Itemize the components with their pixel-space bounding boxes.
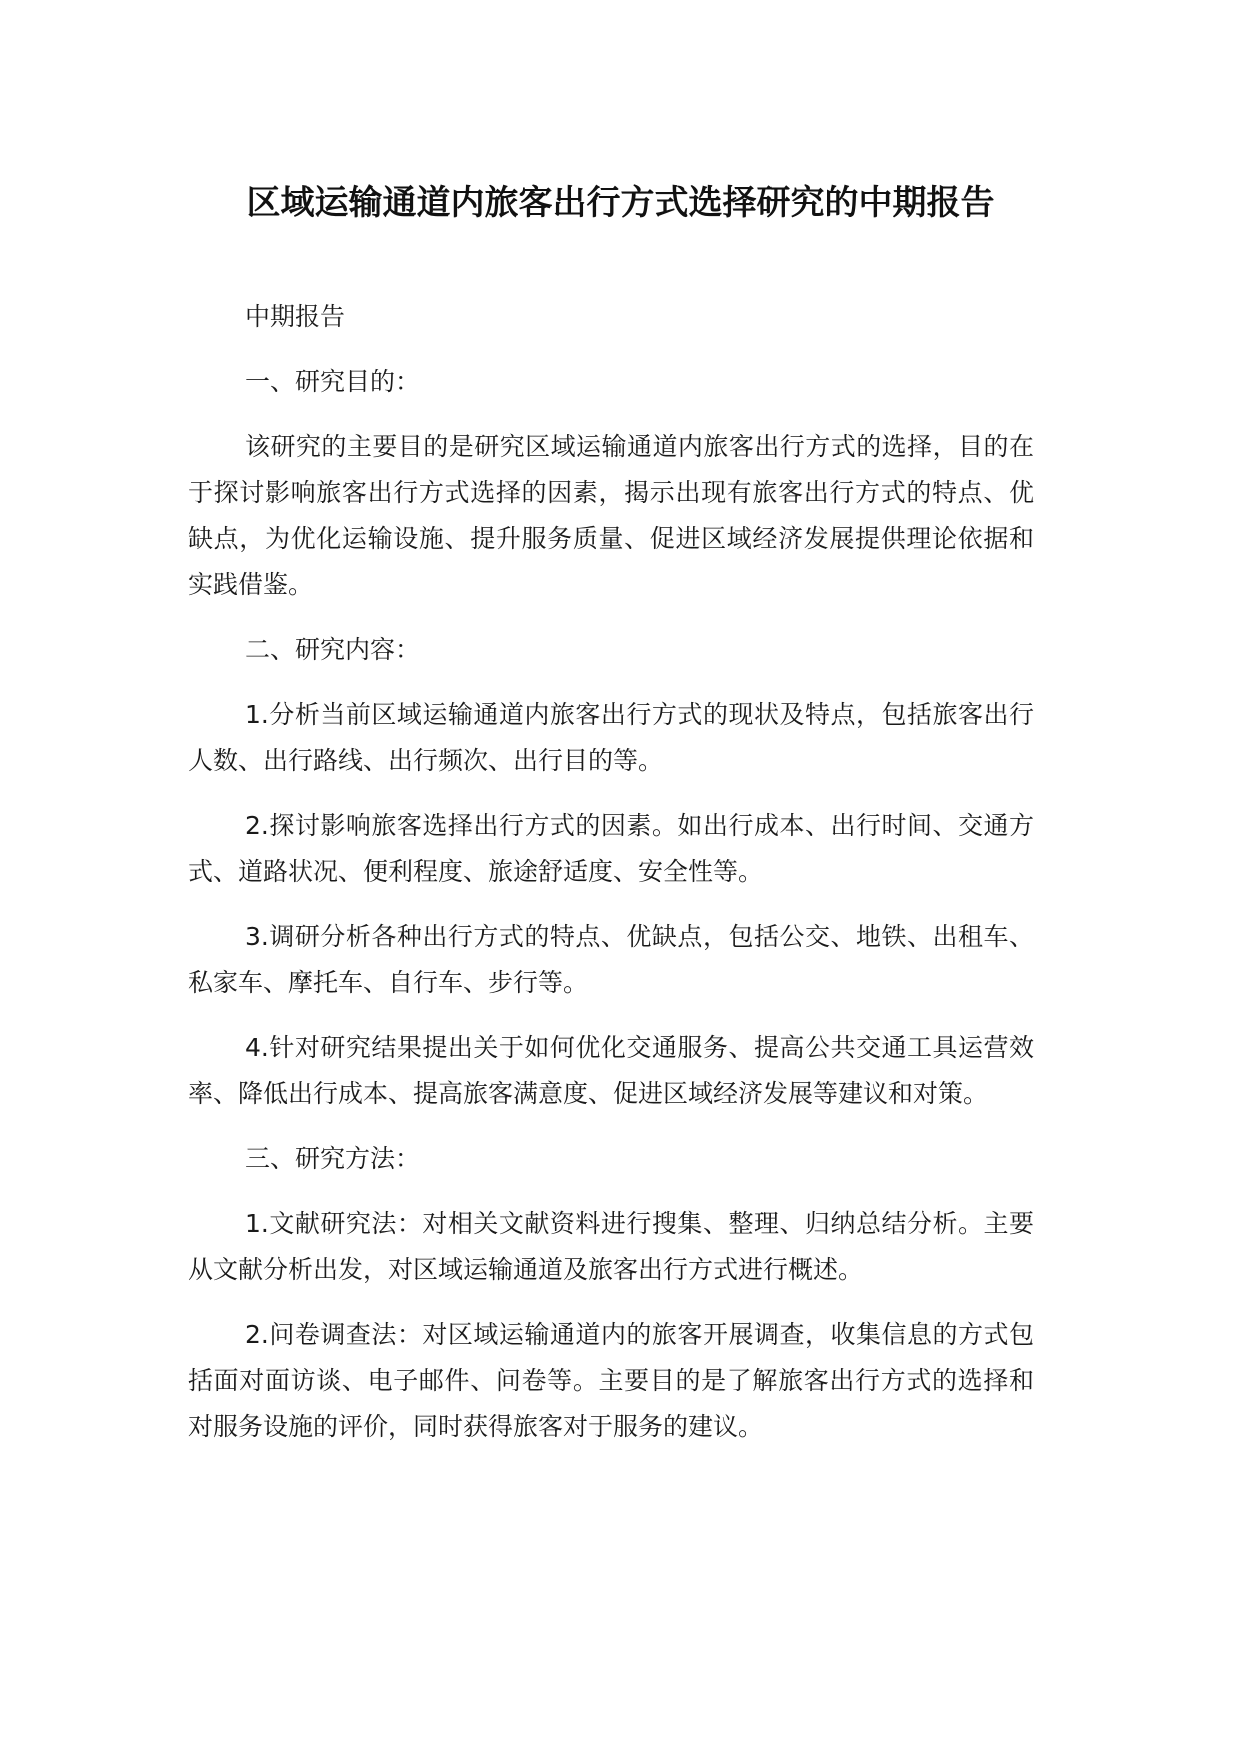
paragraph-content-item-3: 3.调研分析各种出行方式的特点、优缺点，包括公交、地铁、出租车、私家车、摩托车、自行车、步行等。 — [188, 922, 1034, 997]
paragraph-method-1: 1.文献研究法：对相关文献资料进行搜集、整理、归纳总结分析。主要从文献分析出发，对区域运输通道及旅客出行方式进行概述。 — [188, 1209, 1034, 1284]
paragraph-content-item-2: 2.探讨影响旅客选择出行方式的因素。如出行成本、出行时间、交通方式、道路状况、便利程度、旅途舒适度、安全性等。 — [188, 811, 1034, 886]
paragraph-report-label: 中期报告 — [245, 302, 346, 331]
heading-research-purpose: 一、研究目的： — [245, 367, 421, 396]
paragraph-content-item-4: 4.针对研究结果提出关于如何优化交通服务、提高公共交通工具运营效率、降低出行成本、提高旅客满意度、促进区域经济发展等建议和对策。 — [188, 1033, 1034, 1108]
document-title: 区域运输通道内旅客出行方式选择研究的中期报告 — [246, 183, 995, 223]
paragraph-research-purpose: 该研究的主要目的是研究区域运输通道内旅客出行方式的选择，目的在于探讨影响旅客出行方式选择的因素，揭示出现有旅客出行方式的特点、优缺点，为优化运输设施、提升服务质量、促进区域经济发展提供理论依据和实践借鉴。 — [188, 432, 1034, 599]
paragraph-method-2: 2.问卷调查法：对区域运输通道内的旅客开展调查，收集信息的方式包括面对面访谈、电子邮件、问卷等。主要目的是了解旅客出行方式的选择和对服务设施的评价，同时获得旅客对于服务的建议。 — [188, 1320, 1034, 1441]
document-body — [188, 294, 1034, 1469]
heading-research-methods: 三、研究方法： — [245, 1144, 421, 1173]
heading-research-content: 二、研究内容： — [245, 635, 421, 664]
paragraph-content-item-1: 1.分析当前区域运输通道内旅客出行方式的现状及特点，包括旅客出行人数、出行路线、出行频次、出行目的等。 — [188, 700, 1034, 775]
